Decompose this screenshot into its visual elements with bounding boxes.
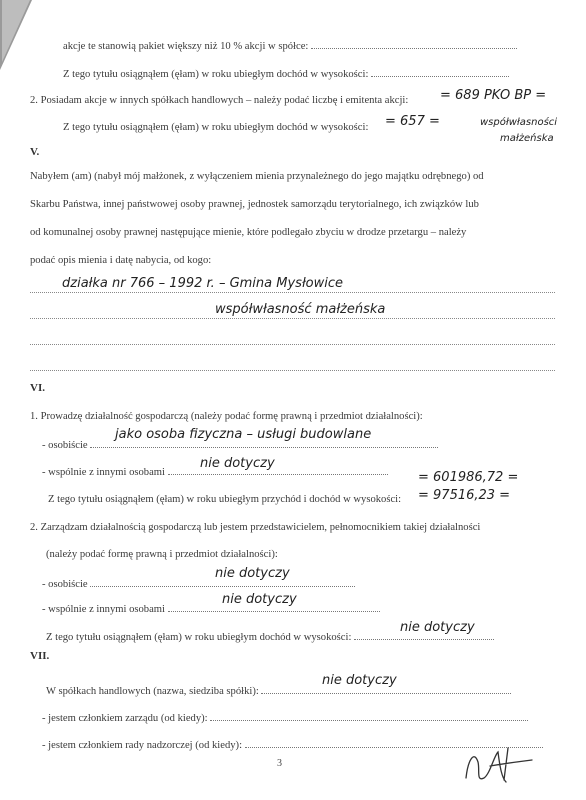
business-activity-label: 1. Prowadzę działalność gospodarczą (należy podać formę prawną i przedmiot działalności): bbox=[30, 411, 423, 422]
shares-10pct-income-blank bbox=[371, 66, 509, 77]
property-blank-4 bbox=[30, 370, 555, 371]
other-shares-label: 2. Posiadam akcje w innych spółkach handlowych – należy podać liczbę i emitenta akcji: bbox=[30, 95, 409, 106]
section-vi-heading: VI. bbox=[30, 382, 45, 394]
section-v-text-3: od komunalnej osoby prawnej następujące mienie, które podlegało zbyciu w drodze przetargu – należy bbox=[30, 227, 467, 238]
management-income-handwritten: nie dotyczy bbox=[400, 620, 475, 635]
board-member-blank bbox=[210, 710, 528, 721]
supervisory-board-label: - jestem członkiem rady nadzorczej (od kiedy): bbox=[42, 740, 243, 751]
business-income-handwritten: = 97516,23 = bbox=[418, 488, 511, 503]
business-personal-handwritten: jako osoba fizyczna – usługi budowlane bbox=[115, 427, 372, 442]
page-corner-fold bbox=[0, 0, 40, 80]
business-personal-label: - osobiście bbox=[42, 440, 88, 451]
shares-10pct-line bbox=[63, 38, 517, 53]
other-shares-income-line bbox=[63, 121, 368, 134]
shares-10pct-income-line bbox=[63, 66, 509, 81]
management-personal-line bbox=[42, 576, 355, 591]
page-number: 3 bbox=[277, 758, 282, 769]
section-v-text-2: Skarbu Państwa, innej państwowej osoby prawnej, jednostek samorządu terytorialnego, ich związków lub bbox=[30, 199, 479, 210]
property-handwritten-2: współwłasność małżeńska bbox=[215, 302, 386, 317]
management-joint-line bbox=[42, 601, 380, 616]
business-management-form-label: (należy podać formę prawną i przedmiot działalności): bbox=[46, 549, 278, 560]
other-shares-note-1: współwłasności bbox=[480, 117, 558, 128]
board-member-line bbox=[42, 710, 528, 725]
business-income-line bbox=[48, 493, 401, 506]
other-shares-line bbox=[30, 94, 408, 107]
companies-label: W spółkach handlowych (nazwa, siedziba spółki): bbox=[46, 686, 259, 697]
business-joint-label: - wspólnie z innymi osobami bbox=[42, 467, 165, 478]
property-handwritten-1: działka nr 766 – 1992 r. – Gmina Mysłowice bbox=[62, 276, 344, 291]
property-blank-2 bbox=[30, 318, 555, 319]
shares-10pct-label: akcje te stanowią pakiet większy niż 10 % akcji w spółce: bbox=[63, 41, 309, 52]
shares-10pct-blank bbox=[311, 38, 517, 49]
management-joint-label: - wspólnie z innymi osobami bbox=[42, 604, 165, 615]
business-income-label: Z tego tytułu osiągnąłem (ęłam) w roku ubiegłym przychód i dochód w wysokości: bbox=[48, 494, 402, 505]
business-management-label: 2. Zarządzam działalnością gospodarczą lub jestem przedstawicielem, pełnomocnikiem takiej działalności bbox=[30, 522, 481, 533]
other-shares-note-2: małżeńska bbox=[500, 133, 554, 144]
section-v-heading: V. bbox=[30, 146, 40, 158]
management-joint-handwritten: nie dotyczy bbox=[222, 592, 297, 607]
other-shares-income-handwritten: = 657 = bbox=[385, 114, 440, 129]
shares-10pct-income-label: Z tego tytułu osiągnąłem (ęłam) w roku ubiegłym dochód w wysokości: bbox=[63, 69, 369, 80]
management-income-label: Z tego tytułu osiągnąłem (ęłam) w roku ubiegłym dochód w wysokości: bbox=[46, 632, 352, 643]
companies-line bbox=[46, 683, 511, 698]
business-joint-handwritten: nie dotyczy bbox=[200, 456, 275, 471]
section-vii-heading: VII. bbox=[30, 650, 50, 662]
management-personal-handwritten: nie dotyczy bbox=[215, 566, 290, 581]
section-v-text-4: podać opis mienia i datę nabycia, od kogo: bbox=[30, 255, 212, 266]
signature-mark bbox=[460, 738, 540, 790]
management-personal-label: - osobiście bbox=[42, 579, 88, 590]
other-shares-handwritten: = 689 PKO BP = bbox=[440, 88, 547, 103]
business-revenue-handwritten: = 601986,72 = bbox=[418, 470, 519, 485]
property-blank-3 bbox=[30, 344, 555, 345]
companies-handwritten: nie dotyczy bbox=[322, 673, 397, 688]
section-v-text-1: Nabyłem (am) (nabył mój małżonek, z wyłączeniem mienia przynależnego do jego majątku odrębnego) od bbox=[30, 171, 484, 182]
property-blank-1 bbox=[30, 292, 555, 293]
board-member-label: - jestem członkiem zarządu (od kiedy): bbox=[42, 713, 208, 724]
other-shares-income-label: Z tego tytułu osiągnąłem (ęłam) w roku ubiegłym dochód w wysokości: bbox=[63, 122, 369, 133]
